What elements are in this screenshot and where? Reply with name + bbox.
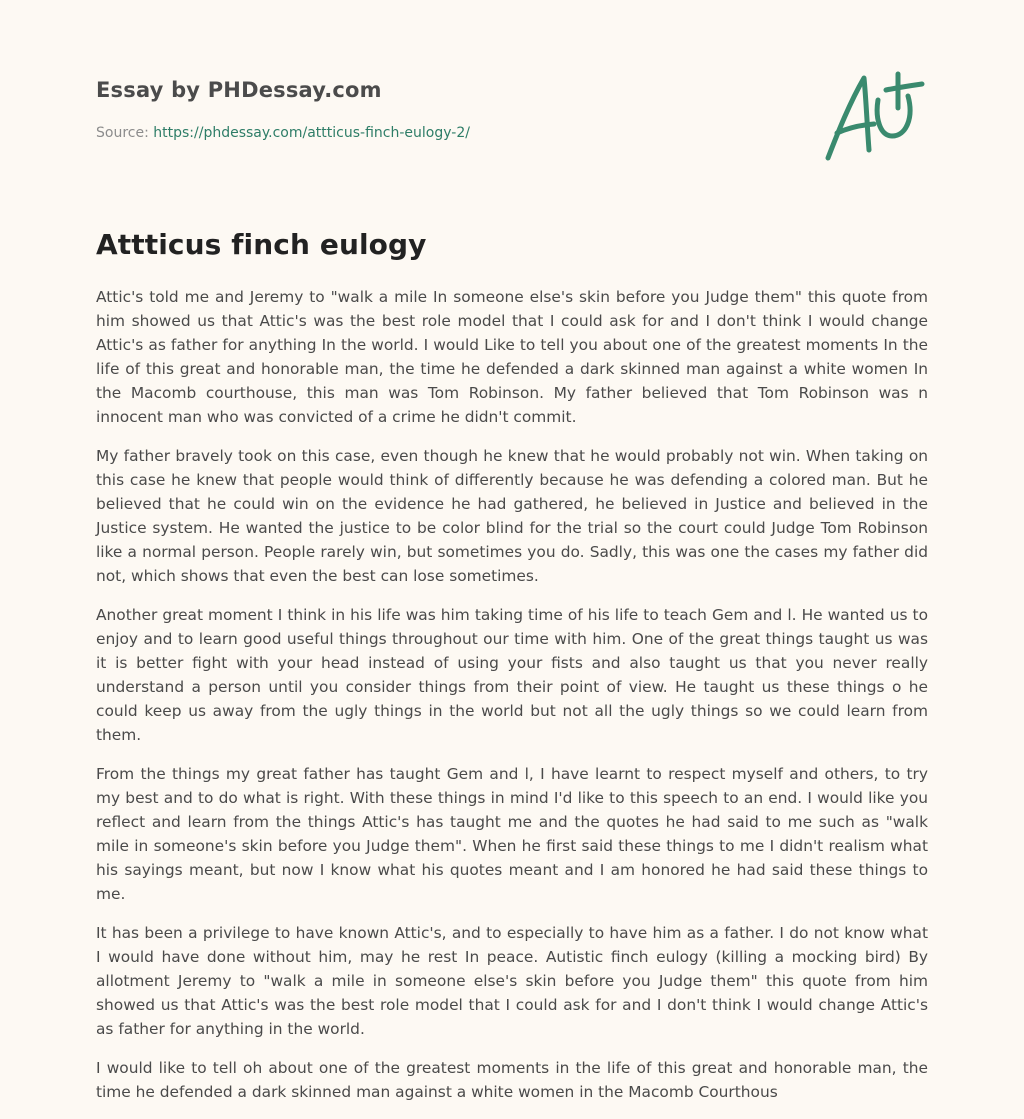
paragraph: Attic's told me and Jeremy to "walk a mile In someone else's skin before you Judge them" this quote from him showed us that Attic's was the best role model that I could ask for and I don't think I would change Attic's as father for anything In the world. I would Like to tell you about one of the greatest moments In the life of this great and honorable man, the time he defended a dark skinned man against a white women In the Macomb courthouse, this man was Tom Robinson. My father believed that Tom Robinson was n innocent man who was convicted of a crime he didn't commit.	[96, 288, 928, 426]
site-title: Essay by PHDessay.com	[96, 78, 382, 102]
paragraph: From the things my great father has taught Gem and l, I have learnt to respect myself and others, to try my best and to do what is right. With these things in mind I'd like to this speech to an end. I would like you reflect and learn from the things Attic's has taught me and the quotes he had said to me such as "walk mile in someone's skin before you Judge them". When he first said these things to me I didn't realism what his sayings meant, but now I know what his quotes meant and I am honored he had said these things to me.	[96, 765, 928, 903]
header	[96, 76, 796, 143]
essay-body	[96, 285, 928, 1119]
essay-title: Attticus finch eulogy	[96, 228, 427, 261]
paragraph: Another great moment I think in his life was him taking time of his life to teach Gem and l. He wanted us to enjoy and to learn good useful things throughout our time with him. One of the great things taught us was it is better fight with your head instead of using your fists and also taught us that you never really understand a person until you consider things from their point of view. He taught us these things o he could keep us away from the ugly things in the world but not all the ugly things so we could learn from them.	[96, 606, 928, 744]
source-label: Source:	[96, 125, 154, 141]
source-line	[96, 123, 796, 143]
paragraph: I would like to tell oh about one of the greatest moments in the life of this great and honorable man, the time he defended a dark skinned man against a white women in the Macomb Courthous	[96, 1059, 928, 1101]
source-link[interactable]: https://phdessay.com/attticus-finch-eulogy-2/	[153, 125, 470, 141]
a-plus-logo-icon	[820, 66, 930, 166]
paragraph: It has been a privilege to have known Attic's, and to especially to have him as a father. I do not know what I would have done without him, may he rest In peace. Autistic finch eulogy (killing a mocking bird) By allotment Jeremy to "walk a mile in someone else's skin before you Judge them" this quote from him showed us that Attic's was the best role model that I could ask for and I don't think I would change Attic's as father for anything in the world.	[96, 924, 928, 1038]
paragraph: My father bravely took on this case, even though he knew that he would probably not win. When taking on this case he knew that people would think of differently because he was defending a colored man. But he believed that he could win on the evidence he had gathered, he believed in Justice and believed in the Justice system. He wanted the justice to be color blind for the trial so the court could Judge Tom Robinson like a normal person. People rarely win, but sometimes you do. Sadly, this was one the cases my father did not, which shows that even the best can lose sometimes.	[96, 447, 928, 585]
